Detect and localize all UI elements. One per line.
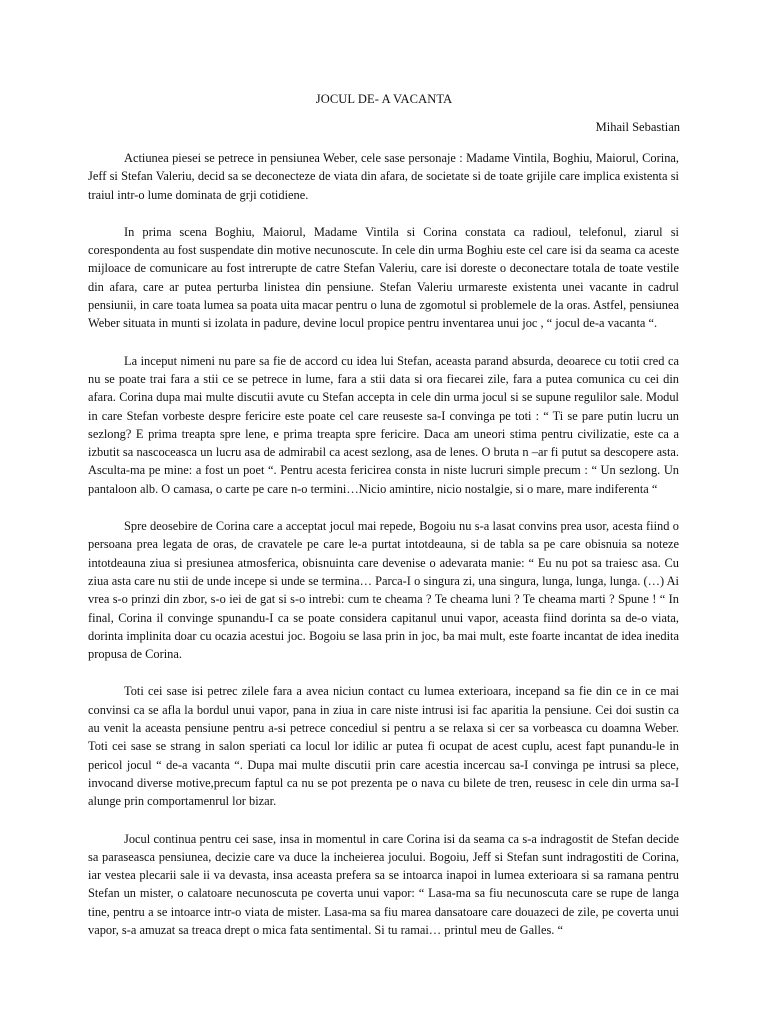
paragraph-4: Spre deosebire de Corina care a acceptat jocul mai repede, Bogoiu nu s-a lasat convins prea usor, acesta fiind o persoana prea legata de oras, de cravatele pe care le-a purtat intotdeauna, si de tabla sa pe care obisnuia sa noteze intotdeauna ziua si presiunea atmosferica, obisnuinta care devenise o adevarata manie: “ Eu nu pot sa traiesc asa. Cu ziua asta care nu stii de unde incepe si unde se termina… Parca-I o singura zi, una singura, lunga, lunga, lunga. (…) Ai vrea s-o prinzi din zbor, s-o iei de gat si s-o intrebi: cum te cheama ? Te cheama luni ? Te cheama marti ? Spune ! “ In final, Corina il convinge spunandu-I ca se poate considera capitanul unui vapor, aceasta fiind dorinta sa de-o viata, dorinta implinita doar cu ocazia acestui joc. Bogoiu se lasa prin in joc, ba mai mult, este foarte incantat de idea inedita propusa de Corina.: [88, 519, 679, 662]
document-body: [88, 149, 679, 958]
paragraph-3: La inceput nimeni nu pare sa fie de accord cu idea lui Stefan, aceasta parand absurda, deoarece cu totii cred ca nu se poate trai fara a stii ce se petrece in lume, fara a stii data si ora fiecarei zile, fara a putea comunica cu cei din afara. Corina dupa mai multe discutii avute cu Stefan accepta in cele din urma jocul si se supune regulilor sale. Modul in care Stefan vorbeste despre fericire este poate cel care reuseste sa-I convinga pe toti : “ Ti se pare putin lucru un sezlong? E prima treapta spre lene, e prima treapta spre fericire. Daca am uneori stima pentru civilizatie, este ca a izbutit sa nascoceasca un lucru asa de admirabil ca acest sezlong, asa de lenes. O bruta n –ar fi putut sa descopere asta. Asculta-ma pe mine: a fost un poet “. Pentru acesta fericirea consta in niste lucruri simple precum : “ Un sezlong. Un pantaloon alb. O camasa, o carte pe care n-o termini…Nicio amintire, nicio nostalgie, si o mare, mare indiferenta “: [88, 353, 679, 496]
document-title: JOCUL DE- A VACANTA: [315, 92, 453, 106]
paragraph-6: Jocul continua pentru cei sase, insa in momentul in care Corina isi da seama ca s-a indragostit de Stefan decide sa paraseasca pensiunea, decizie care va duce la incheierea jocului. Bogoiu, Jeff si Stefan sunt indragostiti de Corina, iar vestea plecarii sale ii va devasta, insa aceasta prefera sa se intoarca inapoi in lumea exterioara si sa ramana pentru Stefan un mister, o calatoare necunoscuta pe coverta unui vapor: “ Lasa-ma sa fiu necunoscuta care se rupe de langa tine, pentru a se intoarce intr-o viata de mister. Lasa-ma sa fiu marea dansatoare care douazeci de zile, pe coverta unui vapor, s-a amuzat sa treaca drept o mica fata sentimental. Si tu ramai… printul meu de Galles. “: [88, 831, 679, 937]
paragraph-1: Actiunea piesei se petrece in pensiunea Weber, cele sase personaje : Madame Vintila, Boghiu, Maiorul, Corina, Jeff si Stefan Valeriu, decid sa se deconecteze de viata din afara, de societate si de toate grijile care implica existenta si traiul intr-o lume dominata de grji cotidiene.: [88, 151, 679, 202]
paragraph-2: In prima scena Boghiu, Maiorul, Madame Vintila si Corina constata ca radioul, telefonul, ziarul si corespondenta au fost suspendate din motive necunoscute. In cele din urma Boghiu este cel care isi da seama ca aceste mijloace de comunicare au fost intrerupte de catre Stefan Valeriu, care isi doreste o deconectare totala de toate vestile din afara, care ar putea perturba linistea din pensiune. Stefan Valeriu urmareste existenta unei vacante in cadrul pensiunii, in care toata lumea sa poata uita macar pentru o luna de zgomotul si problemele de la oras. Astfel, pensiunea Weber situata in munti si izolata in padure, devine locul propice pentru inventarea unui joc , “ jocul de-a vacanta “.: [88, 224, 679, 331]
author-name: Mihail Sebastian: [595, 120, 680, 134]
paragraph-5: Toti cei sase isi petrec zilele fara a avea niciun contact cu lumea exterioara, incepand sa fie din ce in ce mai convinsi ca se afla la bordul unui vapor, pana in ziua in care niste intrusi isi fac aparitia la pensiune. Cei doi sustin ca au venit la aceasta pensiune pentru a-si petrece concediul si pentru a se relaxa si cer sa vorbeasca cu doamna Weber. Toti cei sase se strang in salon speriati ca locul lor idilic ar putea fi ocupat de acest cuplu, acest fapt punandu-le in pericol jocul “ de-a vacanta “. Dupa mai multe discutii prin care acestia incercau sa-I convinga pe intrusi sa plece, invocand diverse motive,precum faptul ca nu se pot prezenta pe o nava cu bilete de tren, reusesc in cele din urma sa-I alunge prin comportamenrul lor bizar.: [88, 684, 679, 809]
